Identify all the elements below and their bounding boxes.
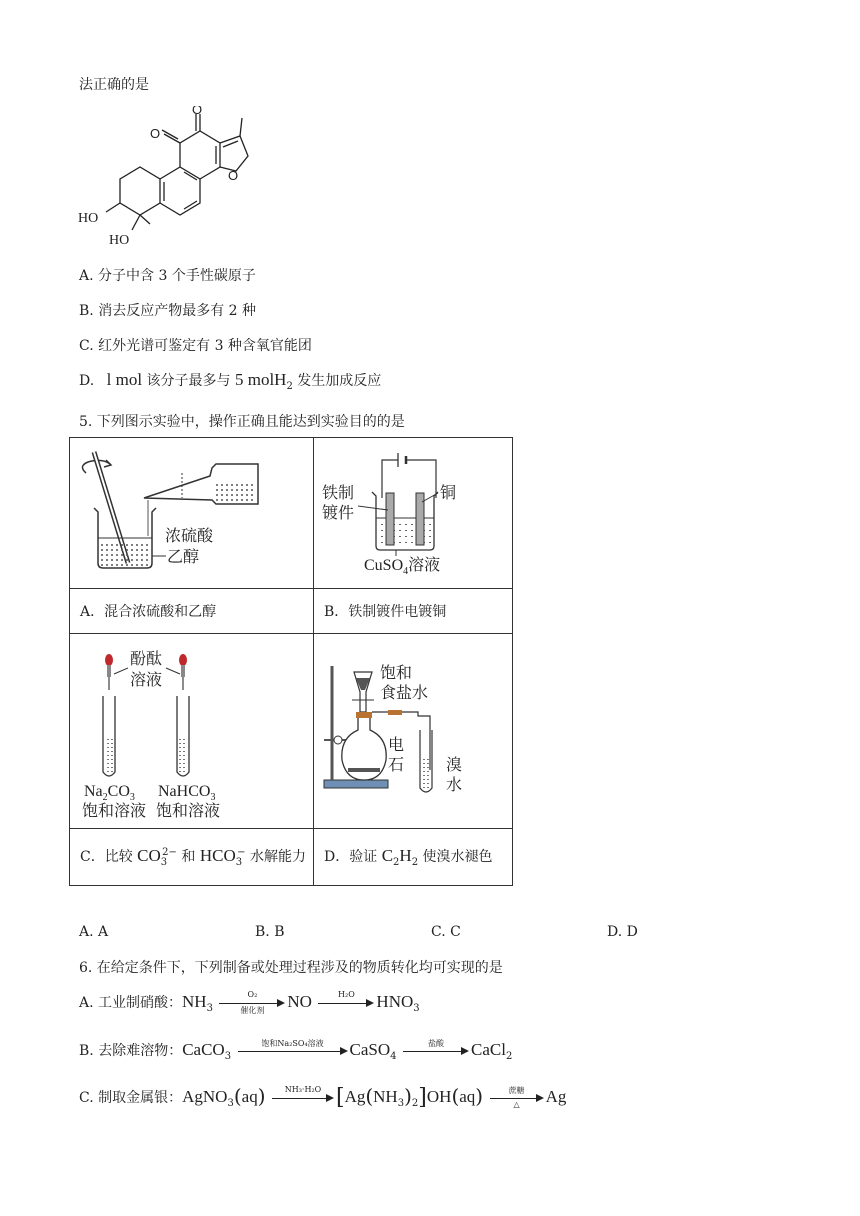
q5-answer-c: C. C [431, 924, 461, 940]
figure-a-label-acid: 浓硫酸 [165, 526, 214, 545]
q6-option-b: B. 去除难溶物：CaCO$_3$ 饱和Na₂SO₄溶液 CaSO$_4$ 盐酸 CaCl$_2$ [79, 1038, 513, 1062]
caption-a: A．混合浓硫酸和乙醇 [70, 589, 314, 634]
figure-d-label-brine: 食盐水 [380, 683, 429, 702]
figure-c-label-solution: 溶液 [130, 670, 163, 689]
figure-b-diagram [314, 438, 512, 584]
figure-d-label-bromine1: 溴 [446, 755, 463, 774]
figure-a-cell [70, 438, 314, 589]
q5-answer-d: D. D [607, 924, 638, 940]
q6-stem: 6. 在给定条件下，下列制备或处理过程涉及的物质转化均可实现的是 [79, 960, 503, 976]
figure-c-label-sat1: 饱和溶液 [82, 801, 147, 820]
q5-answer-a: A. A [79, 924, 109, 940]
arrow-c1: NH₃·H₂O [272, 1098, 334, 1099]
figure-c-label-na2co3: $Na_2CO_3$ [84, 783, 135, 803]
figure-c-label-phenol: 酚酞 [130, 649, 163, 668]
caption-b: B．铁制镀件电镀铜 [314, 589, 513, 634]
q4-option-c: C. 红外光谱可鉴定有 3 种含氧官能团 [79, 338, 312, 354]
figure-a-label-ethanol: 乙醇 [167, 547, 200, 566]
figure-b-cell [314, 438, 513, 589]
q4-option-d: D. l mol 该分子最多与 5 molH$_2$ 发生加成反应 [79, 370, 382, 392]
figure-c-cell [70, 634, 314, 829]
figure-b-label-copper: 铜 [440, 483, 457, 502]
figure-b-label-solution: CuSO$_4$溶液 [364, 555, 441, 577]
oxygen-label-3: O [228, 168, 239, 183]
q5-stem: 5. 下列图示实验中，操作正确且能达到实验目的的是 [79, 414, 405, 430]
figure-a-diagram [70, 438, 312, 584]
figure-c-label-sat2: 饱和溶液 [156, 801, 221, 820]
figure-d-cell [314, 634, 513, 829]
caption-c: C．比较 $CO_3^{2-}$ 和 $HCO_3^-$ 水解能力 [70, 829, 314, 886]
oxygen-label-2: O [192, 106, 203, 117]
intro-line: 法正确的是 [79, 77, 149, 93]
q5-figure-table [69, 437, 513, 886]
q6-option-c: C. 制取金属银：AgNO$_3$(aq) NH₃·H₂O $[Ag(NH_3)_2]OH(aq)$ 蔗糖 △ Ag [79, 1084, 567, 1110]
caption-d: D．验证 $C_2H_2$ 使溴水褪色 [314, 829, 513, 886]
q5-answer-b: B. B [255, 924, 285, 940]
hydroxyl-label-2: HO [109, 233, 130, 248]
figure-d-label-carbide1: 电 [388, 735, 405, 754]
figure-c-diagram [70, 634, 312, 824]
figure-d-diagram [314, 634, 512, 824]
molecule-structure [76, 106, 256, 252]
arrow-c2: 蔗糖 △ [490, 1098, 544, 1099]
oxygen-label-1: O [150, 126, 161, 141]
figure-d-label-saturated: 饱和 [380, 663, 413, 682]
q4-option-a: A. 分子中含 3 个手性碳原子 [79, 268, 256, 284]
arrow-b1: 饱和Na₂SO₄溶液 [238, 1051, 348, 1052]
figure-b-label-part: 镀件 [322, 503, 355, 522]
figure-b-label-iron: 铁制 [322, 483, 355, 502]
q4-option-b: B. 消去反应产物最多有 2 种 [79, 303, 256, 319]
arrow-a1: O₂ 催化剂 [219, 1003, 285, 1004]
arrow-b2: 盐酸 [403, 1051, 469, 1052]
figure-c-label-nahco3: NaHCO$_3$ [158, 783, 216, 803]
arrow-a2: H₂O [318, 1003, 374, 1004]
hydroxyl-label-1: HO [78, 211, 99, 226]
q6-option-a: A. 工业制硝酸：$NH_3$ O₂ 催化剂 NO H₂O $HNO_3$ [79, 989, 420, 1015]
figure-d-label-bromine2: 水 [446, 775, 463, 794]
figure-d-label-carbide2: 石 [388, 755, 405, 774]
